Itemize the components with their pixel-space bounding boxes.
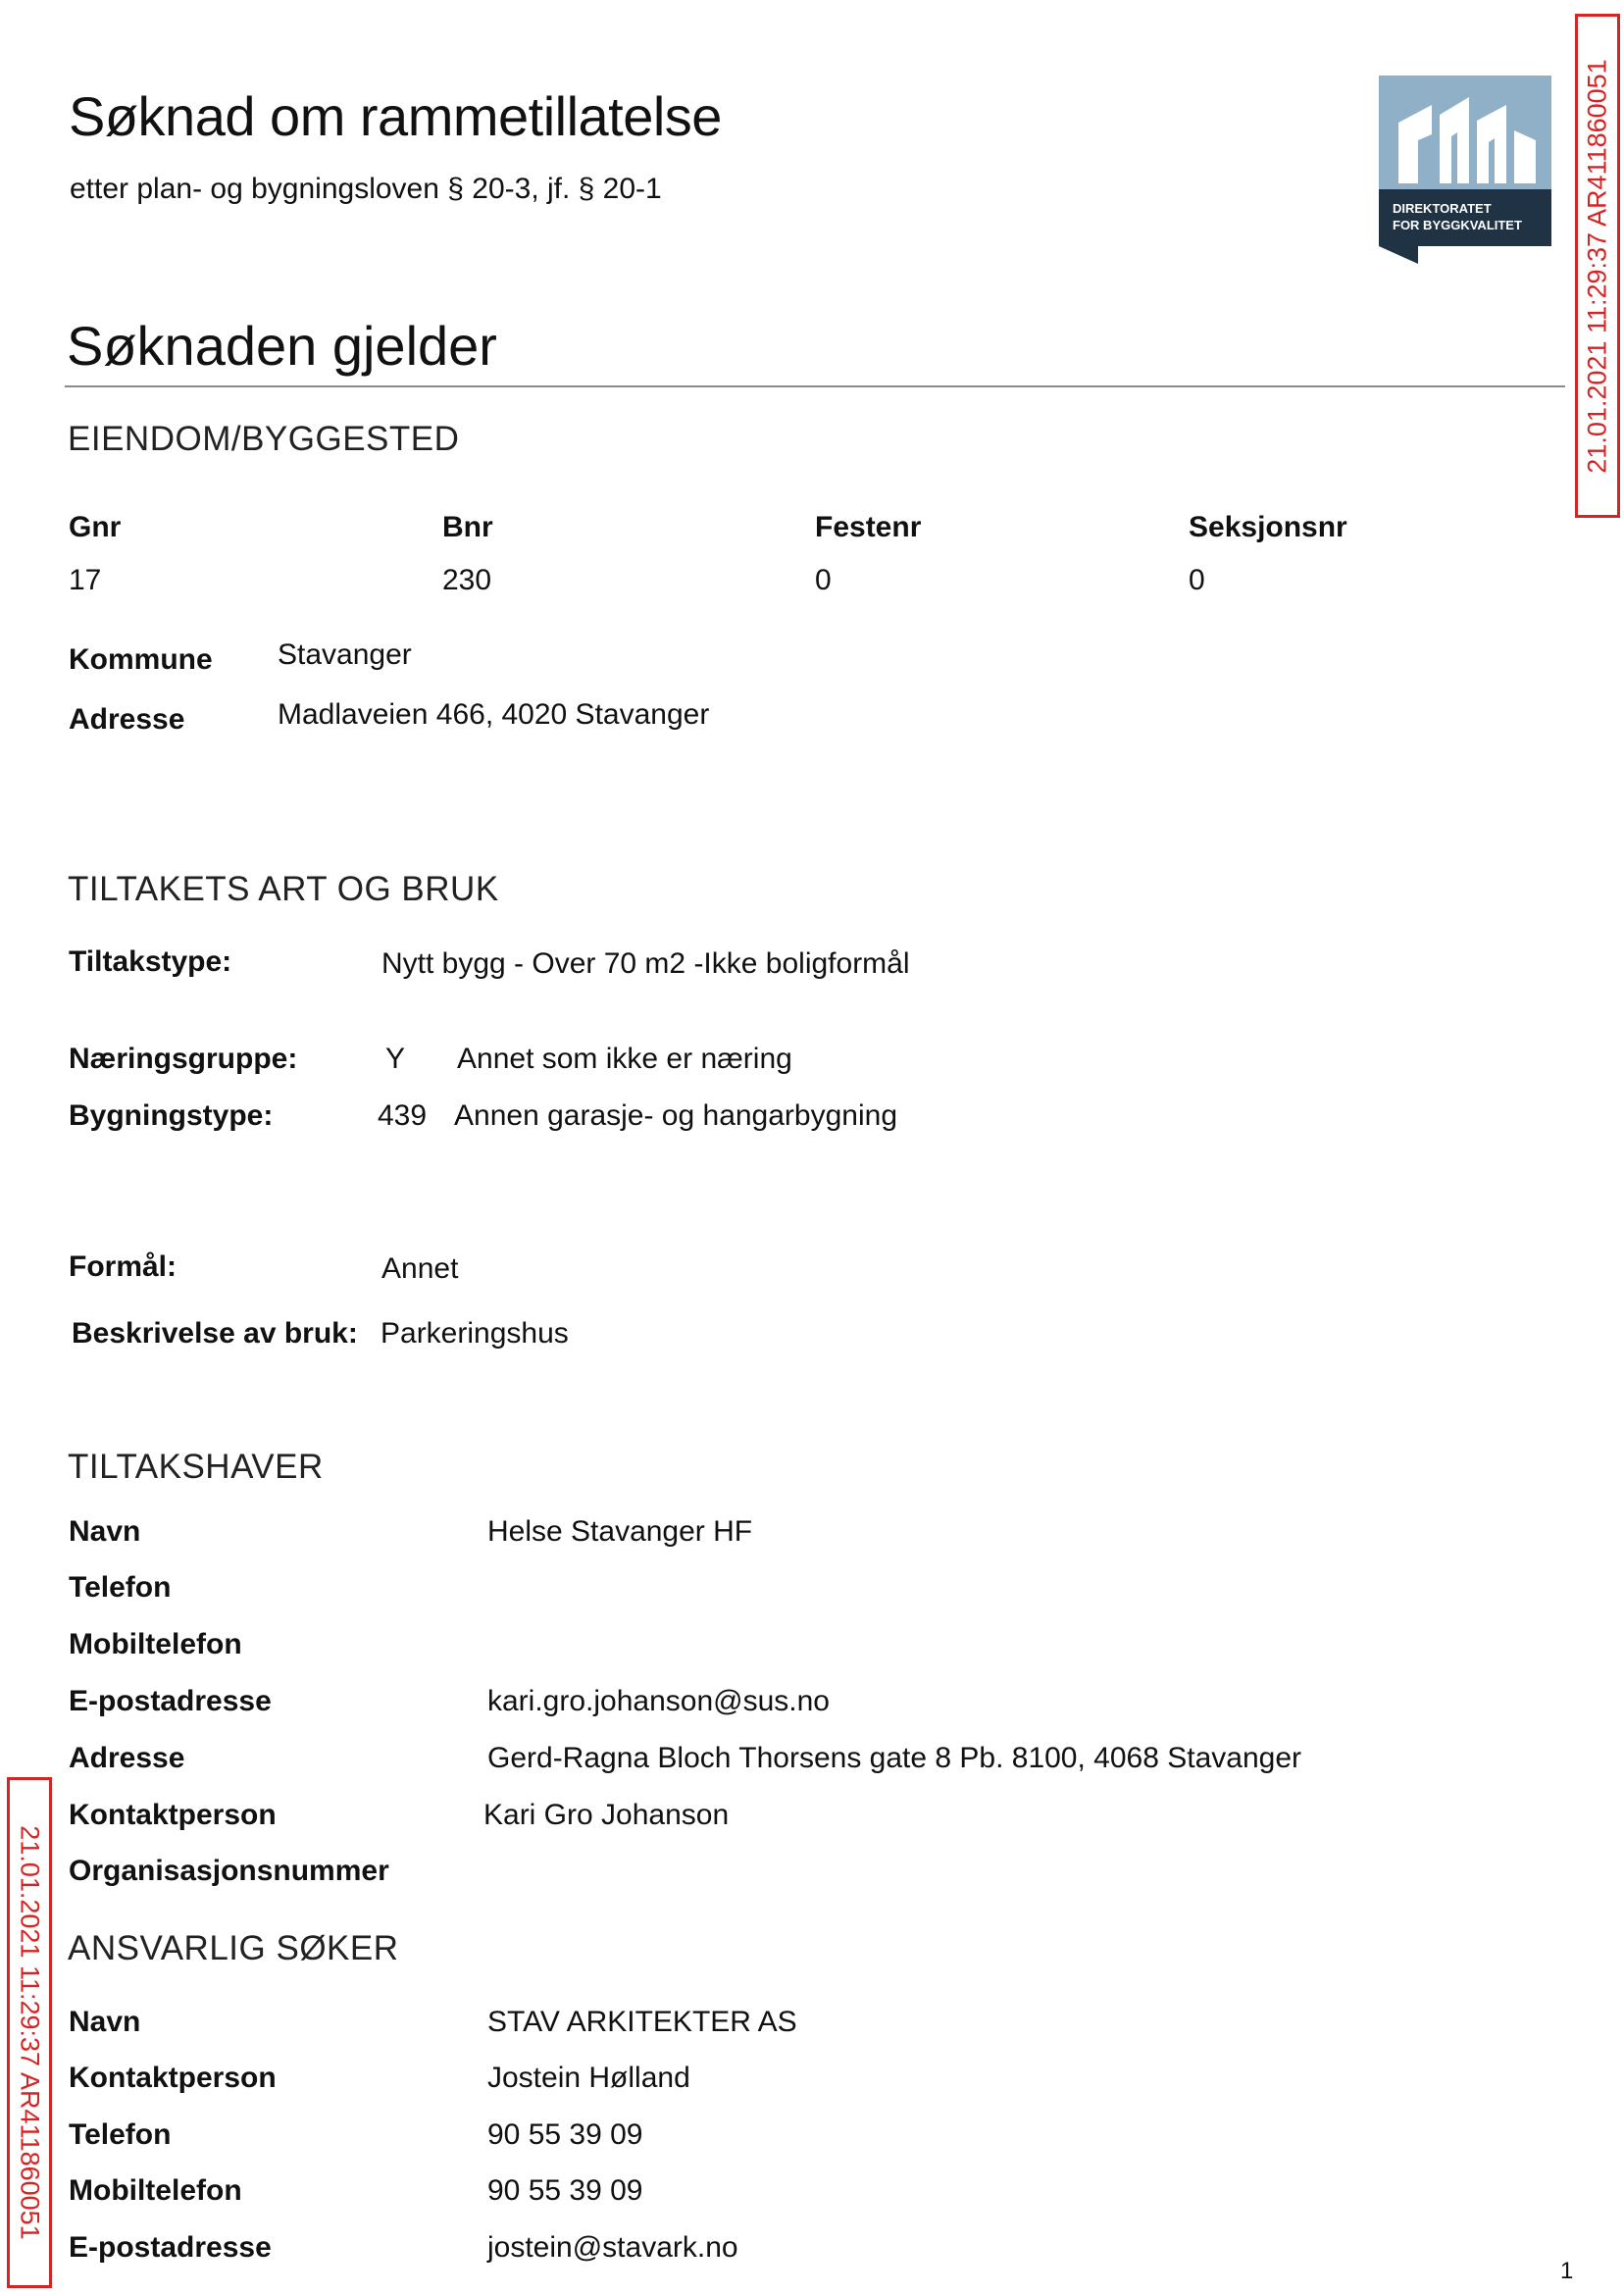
adresse-value: Madlaveien 466, 4020 Stavanger <box>278 698 710 731</box>
tiltakshaver-orgnr-label: Organisasjonsnummer <box>69 1855 389 1887</box>
tiltakshaver-epost-value: kari.gro.johanson@sus.no <box>487 1685 830 1717</box>
document-subtitle: etter plan- og bygningsloven § 20-3, jf. § 20-1 <box>70 173 662 205</box>
beskrivelse-value: Parkeringshus <box>381 1317 569 1350</box>
ansvarlig-navn-label: Navn <box>69 2006 141 2038</box>
receipt-stamp-top <box>1575 14 1620 518</box>
document-title: Søknad om rammetillatelse <box>69 85 722 147</box>
tiltakshaver-navn-label: Navn <box>69 1515 141 1548</box>
bygningstype-label: Bygningstype: <box>69 1099 274 1132</box>
heading-divider <box>65 385 1565 387</box>
receipt-stamp-left <box>7 1777 52 2288</box>
festenr-value: 0 <box>815 564 832 596</box>
tiltakshaver-kontakt-value: Kari Gro Johanson <box>483 1799 730 1831</box>
tiltakshaver-navn-value: Helse Stavanger HF <box>487 1515 753 1548</box>
ansvarlig-kontakt-label: Kontaktperson <box>69 2062 277 2094</box>
naeringsgruppe-value: Annet som ikke er næring <box>457 1043 792 1075</box>
ansvarlig-mobil-value: 90 55 39 09 <box>487 2174 643 2207</box>
gnr-value: 17 <box>69 564 102 596</box>
tiltakstype-label: Tiltakstype: <box>69 945 232 978</box>
bnr-value: 230 <box>442 564 492 596</box>
ansvarlig-epost-label: E-postadresse <box>69 2231 272 2264</box>
bygningstype-code: 439 <box>378 1099 428 1132</box>
section-title-tiltak: TILTAKETS ART OG BRUK <box>68 870 499 908</box>
tiltakshaver-epost-label: E-postadresse <box>69 1685 272 1717</box>
naeringsgruppe-code: Y <box>385 1043 406 1075</box>
receipt-stamp-left-text: 21.01.2021 11:29:37 AR411860051 <box>15 1825 45 2240</box>
section-heading: Søknaden gjelder <box>67 315 497 377</box>
naeringsgruppe-label: Næringsgruppe: <box>69 1043 298 1075</box>
tiltakshaver-kontakt-label: Kontaktperson <box>69 1799 277 1831</box>
tiltakshaver-mobil-label: Mobiltelefon <box>69 1628 242 1660</box>
kommune-label: Kommune <box>69 643 213 676</box>
ansvarlig-kontakt-value: Jostein Hølland <box>487 2062 690 2094</box>
ansvarlig-telefon-label: Telefon <box>69 2118 172 2151</box>
ansvarlig-navn-value: STAV ARKITEKTER AS <box>487 2006 797 2038</box>
dibk-logo <box>1379 76 1551 264</box>
beskrivelse-label: Beskrivelse av bruk: <box>72 1317 358 1350</box>
section-title-tiltakshaver: TILTAKSHAVER <box>68 1448 324 1486</box>
section-title-ansvarlig: ANSVARLIG SØKER <box>68 1929 399 1967</box>
logo-text-line1: DIREKTORATET <box>1393 201 1492 216</box>
bygningstype-value: Annen garasje- og hangarbygning <box>454 1099 898 1132</box>
formal-value: Annet <box>381 1252 459 1285</box>
ansvarlig-mobil-label: Mobiltelefon <box>69 2174 242 2207</box>
tiltakshaver-telefon-label: Telefon <box>69 1571 172 1604</box>
ansvarlig-telefon-value: 90 55 39 09 <box>487 2118 643 2151</box>
tiltakstype-value: Nytt bygg - Over 70 m2 -Ikke boligformål <box>381 947 910 980</box>
kommune-value: Stavanger <box>278 638 412 671</box>
receipt-stamp-top-text: 21.01.2021 11:29:37 AR411860051 <box>1582 58 1612 474</box>
tiltakshaver-adresse-value: Gerd-Ragna Bloch Thorsens gate 8 Pb. 8100, 4068 Stavanger <box>487 1742 1301 1774</box>
seksjonsnr-value: 0 <box>1189 564 1205 596</box>
formal-label: Formål: <box>69 1250 178 1283</box>
ansvarlig-epost-value: jostein@stavark.no <box>487 2231 738 2264</box>
tiltakshaver-adresse-label: Adresse <box>69 1742 185 1774</box>
adresse-label: Adresse <box>69 703 185 736</box>
logo-text-line2: FOR BYGGKVALITET <box>1393 218 1522 232</box>
seksjonsnr-label: Seksjonsnr <box>1189 511 1347 543</box>
section-title-eiendom: EIENDOM/BYGGESTED <box>68 420 460 458</box>
gnr-label: Gnr <box>69 511 122 543</box>
bnr-label: Bnr <box>442 511 493 543</box>
festenr-label: Festenr <box>815 511 922 543</box>
page-number: 1 <box>1560 2258 1574 2284</box>
